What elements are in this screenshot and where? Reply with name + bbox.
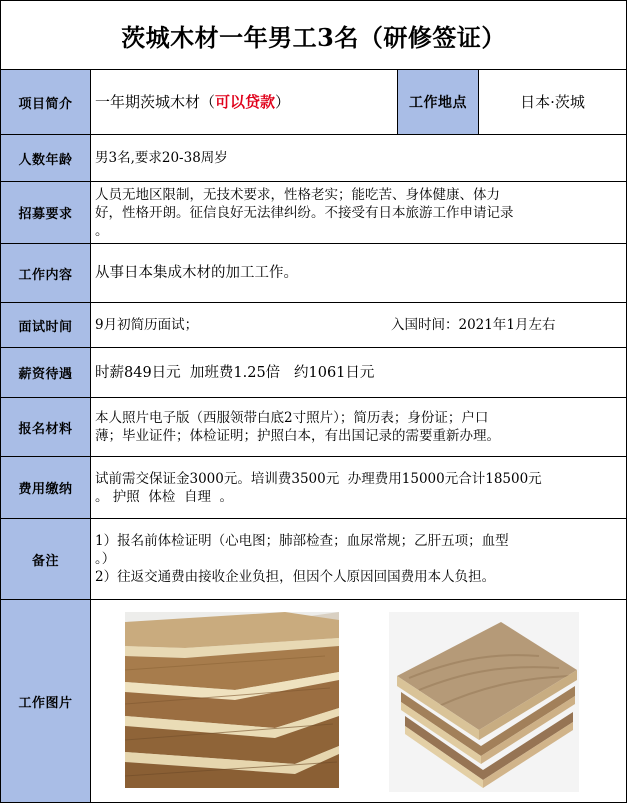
work-location-value: 日本·茨城: [478, 69, 627, 135]
label-interview-time: 面试时间: [0, 302, 91, 348]
interview-date: 9月初简历面试；: [95, 317, 199, 333]
notes-line-1: 1）报名前体检证明（心电图；肺部检查；血尿常规；乙肝五项；血型: [95, 533, 509, 549]
project-intro-value: [90, 69, 398, 135]
label-application-materials: 报名材料: [0, 397, 91, 457]
requirements-value: [90, 181, 627, 244]
label-work-content: 工作内容: [0, 243, 91, 303]
fees-value: [90, 456, 627, 519]
application-materials-value: [90, 397, 627, 457]
project-intro-text: 一年期茨城木材（: [95, 93, 216, 111]
work-photos-cell: [90, 599, 627, 803]
work-content-value: 从事日本集成木材的加工工作。: [90, 243, 627, 303]
label-headcount-age: 人数年龄: [0, 134, 91, 182]
fees-line-2: 。 护照 体检 自理 。: [95, 488, 234, 505]
label-fees: 费用缴纳: [0, 456, 91, 519]
label-project-intro: 项目简介: [0, 69, 91, 135]
label-work-location: 工作地点: [397, 69, 479, 135]
loan-available-highlight: 可以贷款: [215, 93, 276, 111]
label-salary: 薪资待遇: [0, 347, 91, 398]
notes-line-2: 。）: [95, 551, 116, 567]
oak-stack-graphic: [389, 612, 579, 792]
plywood-boards-image: [125, 612, 339, 788]
headcount-age-value: 男3名,要求20-38周岁: [90, 134, 627, 182]
label-requirements: 招募要求: [0, 181, 91, 244]
entry-date: 入国时间：2021年1月左右: [391, 317, 556, 333]
requirements-line-1: 人员无地区限制，无技术要求，性格老实；能吃苦、身体健康、体力: [95, 186, 500, 203]
materials-line-1: 本人照片电子版（西服领带白底2寸照片）；简历表；身份证；户口: [95, 410, 489, 426]
interview-time-value: [90, 302, 627, 348]
project-intro-tail: ）: [275, 93, 291, 111]
oak-boards-image: [389, 612, 579, 792]
fees-line-1: 试前需交保证金3000元。培训费3500元 办理费用15000元合计18500元: [95, 470, 542, 487]
notes-value: [90, 518, 627, 600]
label-notes: 备注: [0, 518, 91, 600]
materials-line-2: 薄；毕业证件；体检证明；护照白本，有出国记录的需要重新办理。: [95, 428, 500, 444]
salary-value: 时薪849日元 加班费1.25倍 约1061日元: [90, 347, 627, 398]
plywood-stack-graphic: [125, 612, 339, 788]
requirements-line-2: 好，性格开朗。征信良好无法律纠纷。不接受有日本旅游工作申请记录: [95, 204, 514, 221]
requirements-line-3: 。: [95, 222, 109, 239]
label-work-photos: 工作图片: [0, 599, 91, 803]
notes-line-3: 2）往返交通费由接收企业负担，但因个人原因回国费用本人负担。: [95, 569, 496, 585]
page-title: 茨城木材一年男工3名（研修签证）: [0, 0, 627, 70]
